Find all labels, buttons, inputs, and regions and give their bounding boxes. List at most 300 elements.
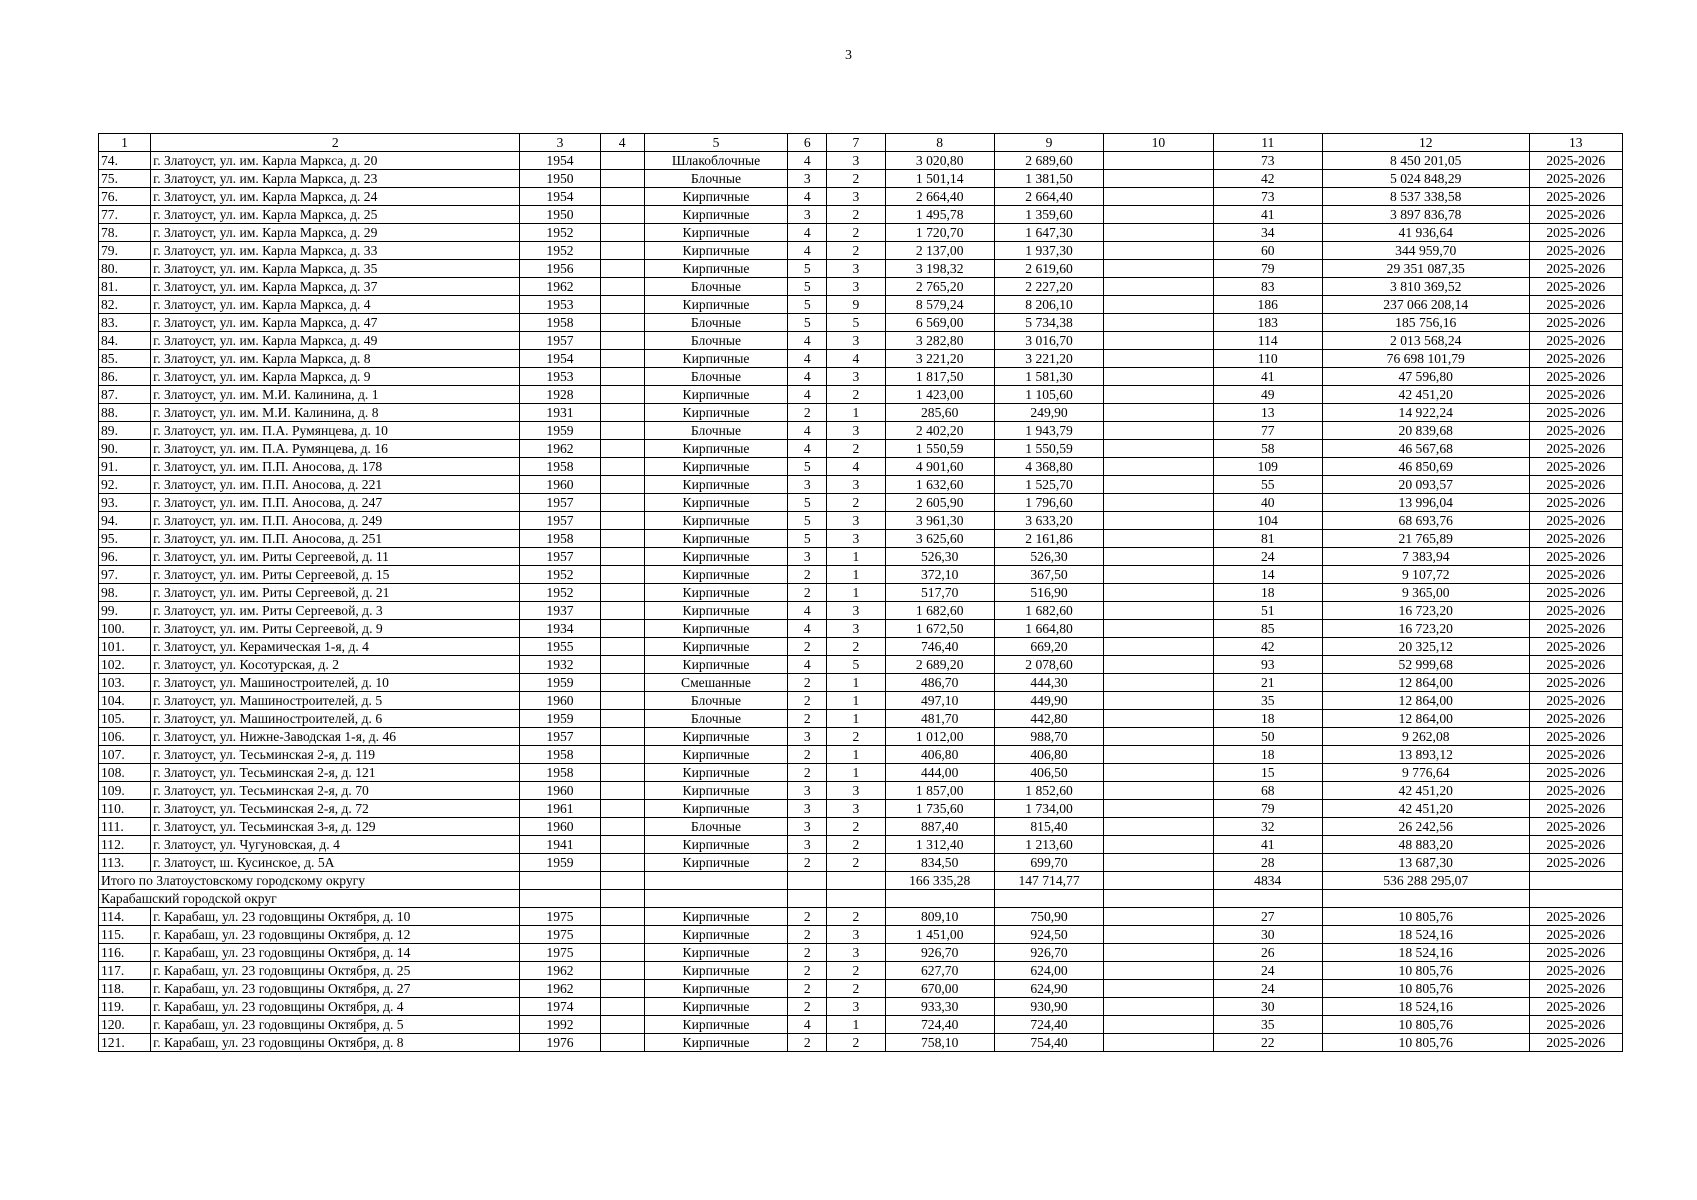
year-built-cell: 1931	[520, 404, 600, 422]
address-cell: г. Златоуст, ул. им. М.И. Калинина, д. 1	[151, 386, 520, 404]
section-cell	[1213, 890, 1322, 908]
area-total-cell: 1 720,70	[885, 224, 994, 242]
residents-cell: 42	[1213, 638, 1322, 656]
col-4-cell	[600, 314, 644, 332]
floors-cell: 2	[788, 854, 827, 872]
period-cell: 2025-2026	[1529, 926, 1622, 944]
table-row	[99, 944, 1623, 962]
residents-cell: 186	[1213, 296, 1322, 314]
table-row	[99, 818, 1623, 836]
col-4-cell	[600, 206, 644, 224]
wall-material-cell: Кирпичные	[644, 638, 787, 656]
floors-cell: 2	[788, 1034, 827, 1052]
address-cell: г. Златоуст, ул. Тесьминская 2-я, д. 72	[151, 800, 520, 818]
col-10-cell	[1104, 692, 1213, 710]
col-10-cell	[1104, 980, 1213, 998]
area-living-cell: 449,90	[994, 692, 1103, 710]
address-cell: г. Златоуст, ул. Тесьминская 2-я, д. 119	[151, 746, 520, 764]
col-10-cell	[1104, 584, 1213, 602]
year-built-cell: 1962	[520, 962, 600, 980]
year-built-cell: 1960	[520, 782, 600, 800]
area-total-cell: 444,00	[885, 764, 994, 782]
area-total-cell: 3 961,30	[885, 512, 994, 530]
col-10-cell	[1104, 656, 1213, 674]
table-row	[99, 386, 1623, 404]
entrances-cell: 1	[827, 566, 885, 584]
header-cell: 8	[885, 134, 994, 152]
address-cell: г. Златоуст, ул. им. П.П. Аносова, д. 178	[151, 458, 520, 476]
table-row	[99, 206, 1623, 224]
address-cell: г. Златоуст, ул. им. П.П. Аносова, д. 249	[151, 512, 520, 530]
address-cell: г. Златоуст, ул. Машиностроителей, д. 6	[151, 710, 520, 728]
col-10-cell	[1104, 404, 1213, 422]
floors-cell: 2	[788, 908, 827, 926]
entrances-cell: 3	[827, 260, 885, 278]
year-built-cell: 1954	[520, 188, 600, 206]
period-cell: 2025-2026	[1529, 800, 1622, 818]
wall-material-cell: Кирпичные	[644, 998, 787, 1016]
year-built-cell: 1955	[520, 638, 600, 656]
section-cell	[1322, 890, 1529, 908]
floors-cell: 4	[788, 422, 827, 440]
area-total-cell: 724,40	[885, 1016, 994, 1034]
address-cell: г. Карабаш, ул. 23 годовщины Октября, д. 14	[151, 944, 520, 962]
floors-cell: 5	[788, 494, 827, 512]
residents-cell: 18	[1213, 584, 1322, 602]
area-total-cell: 4 901,60	[885, 458, 994, 476]
col-4-cell	[600, 458, 644, 476]
floors-cell: 4	[788, 350, 827, 368]
table-row	[99, 440, 1623, 458]
row-number-cell: 83.	[99, 314, 151, 332]
col-4-cell	[600, 746, 644, 764]
area-total-cell: 517,70	[885, 584, 994, 602]
period-cell: 2025-2026	[1529, 548, 1622, 566]
year-built-cell: 1953	[520, 296, 600, 314]
year-built-cell: 1952	[520, 566, 600, 584]
wall-material-cell: Кирпичные	[644, 836, 787, 854]
residents-cell: 22	[1213, 1034, 1322, 1052]
residents-cell: 77	[1213, 422, 1322, 440]
residents-cell: 73	[1213, 152, 1322, 170]
col-10-cell	[1104, 224, 1213, 242]
address-cell: г. Златоуст, ул. им. Риты Сергеевой, д. 3	[151, 602, 520, 620]
row-number-cell: 95.	[99, 530, 151, 548]
area-living-cell: 930,90	[994, 998, 1103, 1016]
residents-cell: 41	[1213, 836, 1322, 854]
period-cell: 2025-2026	[1529, 980, 1622, 998]
row-number-cell: 100.	[99, 620, 151, 638]
address-cell: г. Златоуст, ул. им. Риты Сергеевой, д. 21	[151, 584, 520, 602]
col-10-cell	[1104, 494, 1213, 512]
row-number-cell: 80.	[99, 260, 151, 278]
period-cell: 2025-2026	[1529, 746, 1622, 764]
residents-cell: 83	[1213, 278, 1322, 296]
table-row	[99, 908, 1623, 926]
area-living-cell: 2 689,60	[994, 152, 1103, 170]
col-4-cell	[600, 926, 644, 944]
address-cell: г. Златоуст, ул. им. П.П. Аносова, д. 251	[151, 530, 520, 548]
period-cell: 2025-2026	[1529, 242, 1622, 260]
floors-cell: 3	[788, 548, 827, 566]
year-built-cell: 1961	[520, 800, 600, 818]
col-4-cell	[600, 656, 644, 674]
area-living-cell: 1 105,60	[994, 386, 1103, 404]
area-living-cell: 442,80	[994, 710, 1103, 728]
table-row	[99, 620, 1623, 638]
residents-cell: 24	[1213, 548, 1322, 566]
row-number-cell: 81.	[99, 278, 151, 296]
col-10-cell	[1104, 1016, 1213, 1034]
header-cell: 12	[1322, 134, 1529, 152]
area-total-cell: 758,10	[885, 1034, 994, 1052]
entrances-cell: 3	[827, 620, 885, 638]
wall-material-cell: Блочные	[644, 692, 787, 710]
area-total-cell: 809,10	[885, 908, 994, 926]
floors-cell: 2	[788, 692, 827, 710]
area-living-cell: 1 682,60	[994, 602, 1103, 620]
residents-cell: 27	[1213, 908, 1322, 926]
row-number-cell: 93.	[99, 494, 151, 512]
entrances-cell: 1	[827, 404, 885, 422]
row-number-cell: 105.	[99, 710, 151, 728]
col-10-cell	[1104, 962, 1213, 980]
area-total-cell: 2 605,90	[885, 494, 994, 512]
row-number-cell: 99.	[99, 602, 151, 620]
row-number-cell: 90.	[99, 440, 151, 458]
floors-cell: 2	[788, 980, 827, 998]
cost-cell: 2 013 568,24	[1322, 332, 1529, 350]
address-cell: г. Златоуст, ул. им. П.П. Аносова, д. 221	[151, 476, 520, 494]
cost-cell: 20 093,57	[1322, 476, 1529, 494]
total-cell	[644, 872, 787, 890]
entrances-cell: 5	[827, 656, 885, 674]
row-number-cell: 78.	[99, 224, 151, 242]
wall-material-cell: Кирпичные	[644, 764, 787, 782]
row-number-cell: 84.	[99, 332, 151, 350]
col-4-cell	[600, 710, 644, 728]
year-built-cell: 1957	[520, 512, 600, 530]
table-row	[99, 710, 1623, 728]
year-built-cell: 1958	[520, 764, 600, 782]
header-cell: 7	[827, 134, 885, 152]
col-4-cell	[600, 818, 644, 836]
area-total-cell: 3 020,80	[885, 152, 994, 170]
floors-cell: 5	[788, 530, 827, 548]
header-cell: 6	[788, 134, 827, 152]
table-row	[99, 548, 1623, 566]
period-cell: 2025-2026	[1529, 854, 1622, 872]
row-number-cell: 109.	[99, 782, 151, 800]
wall-material-cell: Блочные	[644, 818, 787, 836]
address-cell: г. Златоуст, ул. им. Карла Маркса, д. 23	[151, 170, 520, 188]
section-cell	[827, 890, 885, 908]
table-row	[99, 728, 1623, 746]
table-row	[99, 368, 1623, 386]
wall-material-cell: Кирпичные	[644, 962, 787, 980]
cost-cell: 68 693,76	[1322, 512, 1529, 530]
col-4-cell	[600, 224, 644, 242]
address-cell: г. Златоуст, ул. Машиностроителей, д. 10	[151, 674, 520, 692]
floors-cell: 3	[788, 818, 827, 836]
address-cell: г. Златоуст, ул. им. Карла Маркса, д. 29	[151, 224, 520, 242]
total-label: Итого по Златоустовскому городскому округу	[99, 872, 520, 890]
residents-cell: 15	[1213, 764, 1322, 782]
area-living-cell: 249,90	[994, 404, 1103, 422]
col-10-cell	[1104, 1034, 1213, 1052]
wall-material-cell: Кирпичные	[644, 476, 787, 494]
residents-cell: 110	[1213, 350, 1322, 368]
residents-cell: 26	[1213, 944, 1322, 962]
address-cell: г. Златоуст, ул. им. Риты Сергеевой, д. 15	[151, 566, 520, 584]
period-cell: 2025-2026	[1529, 836, 1622, 854]
address-cell: г. Златоуст, ул. им. Карла Маркса, д. 47	[151, 314, 520, 332]
area-living-cell: 1 796,60	[994, 494, 1103, 512]
address-cell: г. Карабаш, ул. 23 годовщины Октября, д. 27	[151, 980, 520, 998]
residents-cell: 50	[1213, 728, 1322, 746]
row-number-cell: 89.	[99, 422, 151, 440]
table-row	[99, 926, 1623, 944]
area-living-cell: 1 937,30	[994, 242, 1103, 260]
wall-material-cell: Кирпичные	[644, 800, 787, 818]
area-total-cell: 887,40	[885, 818, 994, 836]
floors-cell: 5	[788, 260, 827, 278]
cost-cell: 21 765,89	[1322, 530, 1529, 548]
cost-cell: 29 351 087,35	[1322, 260, 1529, 278]
row-number-cell: 94.	[99, 512, 151, 530]
period-cell: 2025-2026	[1529, 332, 1622, 350]
col-10-cell	[1104, 854, 1213, 872]
wall-material-cell: Кирпичные	[644, 404, 787, 422]
entrances-cell: 3	[827, 512, 885, 530]
floors-cell: 2	[788, 926, 827, 944]
col-4-cell	[600, 980, 644, 998]
col-10-cell	[1104, 908, 1213, 926]
year-built-cell: 1950	[520, 206, 600, 224]
section-cell	[994, 890, 1103, 908]
col-10-cell	[1104, 512, 1213, 530]
floors-cell: 5	[788, 296, 827, 314]
col-4-cell	[600, 962, 644, 980]
year-built-cell: 1958	[520, 530, 600, 548]
col-10-cell	[1104, 836, 1213, 854]
area-living-cell: 1 943,79	[994, 422, 1103, 440]
section-cell	[600, 890, 644, 908]
area-total-cell: 526,30	[885, 548, 994, 566]
entrances-cell: 1	[827, 692, 885, 710]
area-living-cell: 5 734,38	[994, 314, 1103, 332]
residents-cell: 81	[1213, 530, 1322, 548]
period-cell: 2025-2026	[1529, 782, 1622, 800]
residents-cell: 49	[1213, 386, 1322, 404]
entrances-cell: 2	[827, 224, 885, 242]
cost-cell: 10 805,76	[1322, 962, 1529, 980]
year-built-cell: 1952	[520, 224, 600, 242]
wall-material-cell: Кирпичные	[644, 512, 787, 530]
section-cell	[885, 890, 994, 908]
cost-cell: 9 365,00	[1322, 584, 1529, 602]
section-title: Карабашский городской округ	[99, 890, 520, 908]
col-10-cell	[1104, 782, 1213, 800]
col-4-cell	[600, 1016, 644, 1034]
cost-cell: 16 723,20	[1322, 620, 1529, 638]
period-cell: 2025-2026	[1529, 602, 1622, 620]
year-built-cell: 1941	[520, 836, 600, 854]
cost-cell: 185 756,16	[1322, 314, 1529, 332]
period-cell: 2025-2026	[1529, 440, 1622, 458]
residents-cell: 183	[1213, 314, 1322, 332]
year-built-cell: 1960	[520, 818, 600, 836]
total-cost: 536 288 295,07	[1322, 872, 1529, 890]
area-living-cell: 2 619,60	[994, 260, 1103, 278]
row-number-cell: 115.	[99, 926, 151, 944]
row-number-cell: 92.	[99, 476, 151, 494]
year-built-cell: 1954	[520, 350, 600, 368]
col-4-cell	[600, 404, 644, 422]
floors-cell: 3	[788, 170, 827, 188]
entrances-cell: 3	[827, 188, 885, 206]
section-cell	[644, 890, 787, 908]
header-cell: 9	[994, 134, 1103, 152]
col-4-cell	[600, 260, 644, 278]
entrances-cell: 1	[827, 746, 885, 764]
table-row	[99, 242, 1623, 260]
area-total-cell: 285,60	[885, 404, 994, 422]
floors-cell: 3	[788, 782, 827, 800]
col-4-cell	[600, 620, 644, 638]
floors-cell: 3	[788, 800, 827, 818]
cost-cell: 20 839,68	[1322, 422, 1529, 440]
year-built-cell: 1962	[520, 278, 600, 296]
area-total-cell: 1 550,59	[885, 440, 994, 458]
entrances-cell: 2	[827, 728, 885, 746]
wall-material-cell: Кирпичные	[644, 1034, 787, 1052]
wall-material-cell: Кирпичные	[644, 242, 787, 260]
wall-material-cell: Смешанные	[644, 674, 787, 692]
header-cell: 3	[520, 134, 600, 152]
residents-cell: 40	[1213, 494, 1322, 512]
area-living-cell: 526,30	[994, 548, 1103, 566]
floors-cell: 4	[788, 656, 827, 674]
residents-cell: 35	[1213, 692, 1322, 710]
year-built-cell: 1962	[520, 440, 600, 458]
table-row	[99, 224, 1623, 242]
wall-material-cell: Блочные	[644, 332, 787, 350]
cost-cell: 52 999,68	[1322, 656, 1529, 674]
row-number-cell: 75.	[99, 170, 151, 188]
area-living-cell: 367,50	[994, 566, 1103, 584]
residents-cell: 30	[1213, 998, 1322, 1016]
address-cell: г. Златоуст, ул. им. Риты Сергеевой, д. 11	[151, 548, 520, 566]
entrances-cell: 2	[827, 494, 885, 512]
col-10-cell	[1104, 620, 1213, 638]
period-cell: 2025-2026	[1529, 494, 1622, 512]
section-row-karabash	[99, 890, 1623, 908]
address-cell: г. Златоуст, ул. Косотурская, д. 2	[151, 656, 520, 674]
period-cell: 2025-2026	[1529, 764, 1622, 782]
wall-material-cell: Кирпичные	[644, 782, 787, 800]
area-living-cell: 516,90	[994, 584, 1103, 602]
address-cell: г. Златоуст, ул. Тесьминская 2-я, д. 121	[151, 764, 520, 782]
year-built-cell: 1950	[520, 170, 600, 188]
address-cell: г. Златоуст, ул. Машиностроителей, д. 5	[151, 692, 520, 710]
cost-cell: 12 864,00	[1322, 674, 1529, 692]
entrances-cell: 2	[827, 908, 885, 926]
year-built-cell: 1957	[520, 332, 600, 350]
col-10-cell	[1104, 638, 1213, 656]
floors-cell: 4	[788, 620, 827, 638]
period-cell: 2025-2026	[1529, 998, 1622, 1016]
period-cell: 2025-2026	[1529, 710, 1622, 728]
wall-material-cell: Кирпичные	[644, 602, 787, 620]
wall-material-cell: Кирпичные	[644, 728, 787, 746]
table-row	[99, 278, 1623, 296]
entrances-cell: 3	[827, 782, 885, 800]
entrances-cell: 2	[827, 962, 885, 980]
floors-cell: 4	[788, 602, 827, 620]
table-row	[99, 692, 1623, 710]
cost-cell: 42 451,20	[1322, 800, 1529, 818]
period-cell: 2025-2026	[1529, 386, 1622, 404]
row-number-cell: 110.	[99, 800, 151, 818]
row-number-cell: 96.	[99, 548, 151, 566]
area-total-cell: 2 664,40	[885, 188, 994, 206]
floors-cell: 2	[788, 404, 827, 422]
area-total-cell: 3 198,32	[885, 260, 994, 278]
column-number-header-row	[99, 134, 1623, 152]
entrances-cell: 1	[827, 764, 885, 782]
cost-cell: 10 805,76	[1322, 1016, 1529, 1034]
area-living-cell: 8 206,10	[994, 296, 1103, 314]
address-cell: г. Златоуст, ул. им. П.А. Румянцева, д. 10	[151, 422, 520, 440]
wall-material-cell: Блочные	[644, 278, 787, 296]
cost-cell: 8 537 338,58	[1322, 188, 1529, 206]
col-4-cell	[600, 854, 644, 872]
entrances-cell: 9	[827, 296, 885, 314]
floors-cell: 4	[788, 332, 827, 350]
entrances-cell: 2	[827, 170, 885, 188]
period-cell: 2025-2026	[1529, 674, 1622, 692]
floors-cell: 3	[788, 728, 827, 746]
col-10-cell	[1104, 242, 1213, 260]
address-cell: г. Златоуст, ул. им. П.П. Аносова, д. 247	[151, 494, 520, 512]
buildings-register-table	[98, 133, 1623, 1052]
year-built-cell: 1953	[520, 368, 600, 386]
address-cell: г. Златоуст, ул. им. П.А. Румянцева, д. 16	[151, 440, 520, 458]
year-built-cell: 1957	[520, 548, 600, 566]
col-10-cell	[1104, 386, 1213, 404]
col-4-cell	[600, 476, 644, 494]
cost-cell: 46 567,68	[1322, 440, 1529, 458]
floors-cell: 2	[788, 584, 827, 602]
wall-material-cell: Кирпичные	[644, 260, 787, 278]
area-living-cell: 624,90	[994, 980, 1103, 998]
table-row	[99, 746, 1623, 764]
row-number-cell: 88.	[99, 404, 151, 422]
period-cell: 2025-2026	[1529, 458, 1622, 476]
row-number-cell: 114.	[99, 908, 151, 926]
cost-cell: 41 936,64	[1322, 224, 1529, 242]
col-4-cell	[600, 242, 644, 260]
residents-cell: 41	[1213, 368, 1322, 386]
area-total-cell: 8 579,24	[885, 296, 994, 314]
area-living-cell: 924,50	[994, 926, 1103, 944]
cost-cell: 18 524,16	[1322, 944, 1529, 962]
residents-cell: 14	[1213, 566, 1322, 584]
cost-cell: 18 524,16	[1322, 926, 1529, 944]
area-total-cell: 926,70	[885, 944, 994, 962]
floors-cell: 4	[788, 1016, 827, 1034]
